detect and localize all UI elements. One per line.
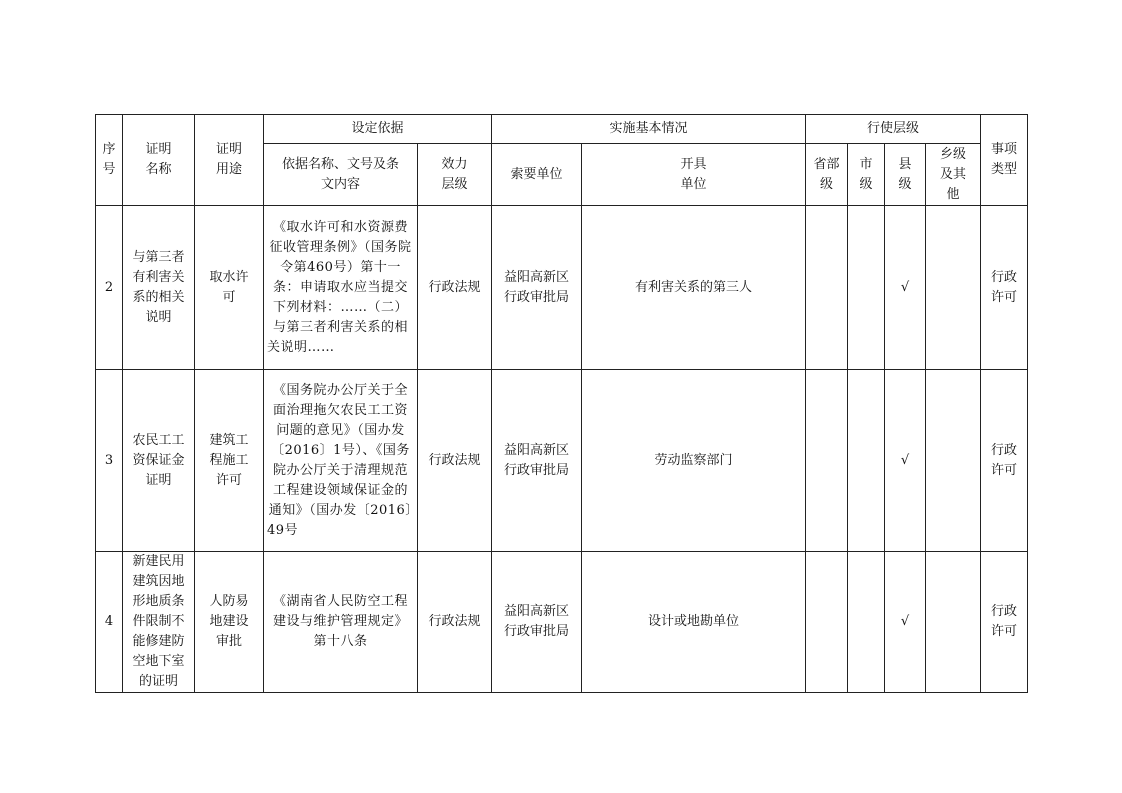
row-level: 行政法规: [418, 370, 492, 552]
header-level: 效力 层级: [418, 144, 492, 206]
row-seq: 2: [96, 206, 123, 370]
row-basis: 《取水许可和水资源费征收管理条例》（国务院令第460号）第十一条：申请取水应当提交下列材料：……（二）与第三者利害关系的相关说明……: [264, 206, 418, 370]
row-town: [926, 370, 981, 552]
row-province: [806, 552, 848, 693]
header-county: 县 级: [885, 144, 926, 206]
row-county-check: √: [885, 552, 926, 693]
header-basis-name: 依据名称、文号及条 文内容: [264, 144, 418, 206]
header-basis-group: 设定依据: [264, 115, 492, 144]
row-city: [848, 552, 885, 693]
row-county-check: √: [885, 370, 926, 552]
row-basis: 《湖南省人民防空工程建设与维护管理规定》第十八条: [264, 552, 418, 693]
row-item-type: 行政 许可: [981, 552, 1028, 693]
row-purpose: 建筑工 程施工 许可: [195, 370, 264, 552]
row-requester: 益阳高新区 行政审批局: [492, 370, 582, 552]
header-city: 市 级: [848, 144, 885, 206]
row-level: 行政法规: [418, 206, 492, 370]
header-requester: 索要单位: [492, 144, 582, 206]
row-item-type: 行政 许可: [981, 370, 1028, 552]
table-row: [96, 552, 1028, 693]
header-name: 证明 名称: [123, 115, 195, 206]
row-seq: 3: [96, 370, 123, 552]
row-purpose: 人防易 地建设 审批: [195, 552, 264, 693]
row-town: [926, 206, 981, 370]
row-name: 农民工工 资保证金 证明: [123, 370, 195, 552]
row-level: 行政法规: [418, 552, 492, 693]
row-issuer: 劳动监察部门: [582, 370, 806, 552]
header-purpose: 证明 用途: [195, 115, 264, 206]
row-city: [848, 370, 885, 552]
row-item-type: 行政 许可: [981, 206, 1028, 370]
header-issuer: 开具 单位: [582, 144, 806, 206]
table-row: [96, 206, 1028, 370]
row-county-check: √: [885, 206, 926, 370]
row-city: [848, 206, 885, 370]
header-town: 乡级 及其 他: [926, 144, 981, 206]
certificate-table: [95, 114, 1028, 693]
header-impl-group: 实施基本情况: [492, 115, 806, 144]
row-town: [926, 552, 981, 693]
row-requester: 益阳高新区 行政审批局: [492, 206, 582, 370]
row-basis: 《国务院办公厅关于全面治理拖欠农民工工资问题的意见》（国办发〔2016〕1号）、《国务院办公厅关于清理规范工程建设领域保证金的通知》（国办发〔2016〕49号: [264, 370, 418, 552]
row-purpose: 取水许 可: [195, 206, 264, 370]
row-issuer: 设计或地勘单位: [582, 552, 806, 693]
row-name: 新建民用 建筑因地 形地质条 件限制不 能修建防 空地下室 的证明: [123, 552, 195, 693]
table-row: [96, 370, 1028, 552]
header-seq: 序 号: [96, 115, 123, 206]
row-seq: 4: [96, 552, 123, 693]
row-issuer: 有利害关系的第三人: [582, 206, 806, 370]
row-requester: 益阳高新区 行政审批局: [492, 552, 582, 693]
row-province: [806, 370, 848, 552]
row-province: [806, 206, 848, 370]
header-province: 省部 级: [806, 144, 848, 206]
header-item-type: 事项 类型: [981, 115, 1028, 206]
header-exercise-group: 行使层级: [806, 115, 981, 144]
row-name: 与第三者 有利害关 系的相关 说明: [123, 206, 195, 370]
